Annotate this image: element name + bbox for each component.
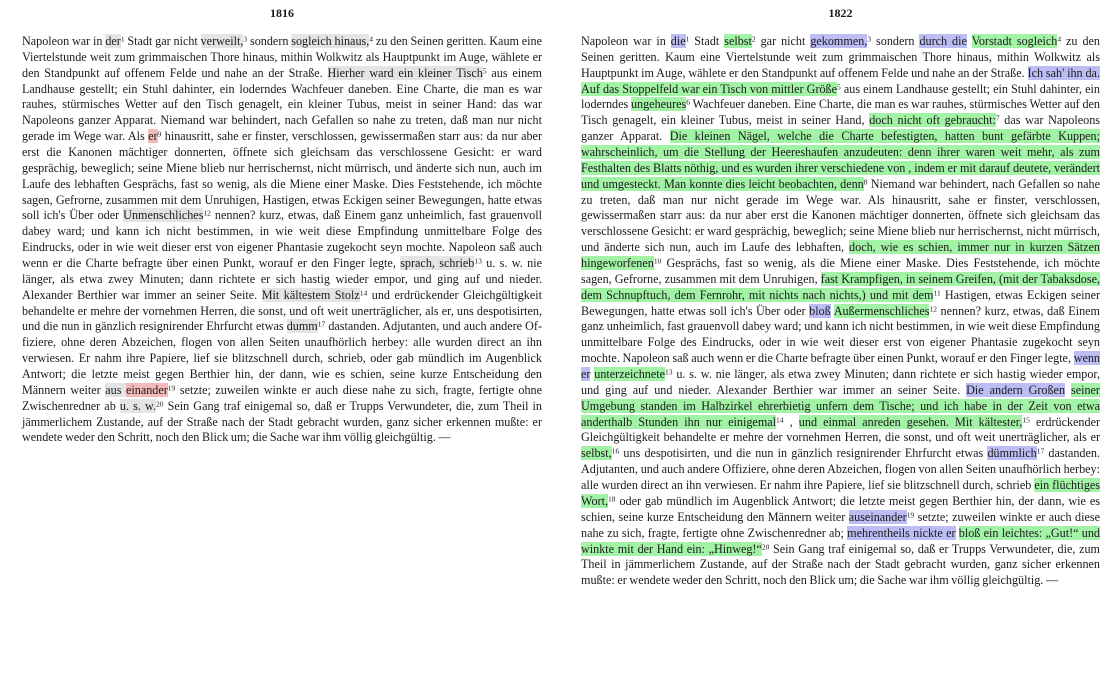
text-segment: das war Napoleons ganzer Apparat. xyxy=(581,113,1100,144)
footnote-marker: 20 xyxy=(761,542,770,552)
highlighted-change: bloß xyxy=(809,303,831,318)
text-segment: aus einem Landhause gestellt; ein Stuhl dahinter, ein loderndes xyxy=(581,81,1100,112)
highlighted-change: und einmal anreden gesehen. Mit kältester, xyxy=(798,414,1023,429)
highlighted-change: doch, wie es schien, immer nur in kurzen Sätzen hingeworfenen xyxy=(581,240,1100,271)
highlighted-change: dümmlich xyxy=(987,446,1037,461)
highlighted-change: dumm xyxy=(286,319,318,334)
text-segment: u. s. w. nie länger, als etwa zwey Minuten; dann richtete er sich hastig wieder empor, und ging auf und nieder. Alexander Berthier war immer an seiner Seite. xyxy=(22,256,542,302)
highlighted-change: er xyxy=(148,129,158,144)
footnote-marker: 14 xyxy=(359,288,368,298)
footnote-marker: 13 xyxy=(665,367,673,377)
text-segment: zu den Seinen geritten. Kaum eine Viertelstunde weit zum grimmaischen Thore hinaus, mithin Wolkwitz als Hauptpunkt im Auge, wählete er den Standpunkt auf offenem Felde und nahe an der Straße. xyxy=(22,34,542,80)
text-segment: und erdrückender Gleichgültigkeit behandelte er mehre der vornehmen Herren, die sonst, und oft weit unerträglicher, als er, uns despotisirten, und die nun in gänzlich resignirender Ehrfurcht etwas xyxy=(22,287,542,334)
column-title: 1816 xyxy=(270,6,294,20)
text-segment: Wachfeuer daneben. Eine Charte, die man es war rauhes, stürmisches Wetter auf den Tisch genagelt, ein kleiner Tubus, meist in seiner Hand, xyxy=(581,97,1100,128)
text-segment: erdrückender Gleichgültigkeit behandelte er mehre der vornehmen Herren, die sonst, und oft weit unerträglicher, als er xyxy=(581,414,1101,445)
column-title: 1822 xyxy=(828,6,853,20)
text-segment: setzte; zuweilen winkte er auch diese nahe zu sich, fragte, fertigte ohne Zwischenredner ab xyxy=(22,382,542,413)
highlighted-change: Außermenschliches xyxy=(833,303,930,318)
text-segment: nennen? kurz, etwas, daß Einem ganz unheimlich, fast grauenvoll dabey ward; und kann ich nicht bestimmen, in wie weit diese Empfindung unmittelbare Folge des Eindrucks, oder in wie weit dieser erst von eigener Phantasie zugekocht seyn mochte. Napoleon saß auch wenn er die Charte befragte über einen Punkt, worauf er den Finger legte, xyxy=(22,208,542,271)
highlighted-change: u. s. w. xyxy=(119,398,156,413)
footnote-marker: 5 xyxy=(837,82,841,92)
footnote-marker: 13 xyxy=(474,256,482,266)
text-segment: , xyxy=(783,414,799,429)
highlighted-change: Unmenschliches xyxy=(123,208,204,223)
highlighted-change: ungeheures xyxy=(630,97,687,112)
highlighted-change: der xyxy=(105,34,121,48)
footnote-marker: 19 xyxy=(167,383,176,393)
highlighted-change: Die andern Großen xyxy=(966,382,1066,397)
highlighted-change: aus xyxy=(105,382,126,397)
footnote-marker: 17 xyxy=(1036,446,1045,456)
highlighted-change: selbst, xyxy=(581,446,612,461)
footnote-marker: 2 xyxy=(751,34,756,44)
highlighted-change: Ich sah' ihn da. xyxy=(1027,65,1100,80)
text-segment: setzte; zuweilen winkte er auch diese nahe zu sich, fragte, fertigte ohne Zwischenredner ab; xyxy=(581,509,1100,540)
footnote-marker: 15 xyxy=(1022,415,1030,425)
footnote-marker: 3 xyxy=(243,34,248,44)
highlighted-change: doch nicht oft gebraucht: xyxy=(869,113,996,128)
text-segment: sondern xyxy=(871,34,920,48)
text-segment xyxy=(967,34,972,48)
text-segment: Stadt gar nicht xyxy=(124,34,201,48)
text-segment: gar nicht xyxy=(755,34,811,48)
highlighted-change: ein flüchtiges Wort, xyxy=(581,478,1100,508)
column-text xyxy=(581,34,1100,589)
footnote-marker: 16 xyxy=(611,446,620,456)
highlighted-change: Auf das Stoppelfeld war ein Tisch von mittler Größe xyxy=(581,81,838,96)
text-segment: Hastigen, etwas Eckigen seiner Bewegungen, hatte etwas soll ich's Über oder xyxy=(581,287,1100,318)
highlighted-change: gekommen, xyxy=(810,34,868,48)
text-segment: dastanden. Adjutanten, und auch andere Offiziere, ohne deren Abzeichen, flogen von allen Seiten unaufhörlich herbey: alle wurden direct an ihn verwiesen. Er nahm ihre Papiere, lief sie blitzschnell durch, schrieb, oder gab mündlich im Augenblick Antwort; die letzte meist gegen Berthier hin, der dann, wie es schien, seine kurze Entscheidung den Männern weiter xyxy=(22,319,542,397)
footnote-marker: 19 xyxy=(906,510,915,520)
text-segment: Niemand war behindert, nach Gefallen so nahe zu treten, daß man nur nicht gerade im Wege war. Als hinausritt, sahe er finster, verschlossen, gewissermaßen starr aus: da nur aber erst die Kanonen mächtiger donnerten, öffnete sich gleichsam das verschlossene Gesicht: er ward gesprächig, beweglich; seine Miene blieb nur herrischernst, nicht mürrisch, und änderte sich nun, auch im Laufe des lebhaften, xyxy=(581,176,1101,255)
highlighted-change: unterzeichnete xyxy=(594,367,666,382)
text-segment: Gesprächs, fast so wenig, als die Miene einer Maske. Dies Feststehende, ich möchte sagen, Gefrorne, zusammen mit dem Unruhigen, xyxy=(581,256,1100,286)
highlighted-change: auseinander xyxy=(848,509,907,524)
footnote-marker: 11 xyxy=(933,288,941,298)
footnote-marker: 10 xyxy=(653,256,662,266)
column-1822 xyxy=(581,0,1100,589)
footnote-marker: 6 xyxy=(686,98,691,108)
text-segment: hinausritt, sahe er finster, verschlossen, gewissermaßen starr aus: da nur aber erst die Kanonen mächtiger donnerten, öffnete sich gleichsam das verschlossene Gesicht: er ward gesprächig, beweglich; seine Miene blieb nur herrischernst, nicht mürrisch, und änderte sich nun, auch im Laufe des lebhaften Gesprächs, fast so wenig, als die Miene einer Maske. Dies Feststehende, ich möchte sagen, Gefrorne, zusammen mit dem Unruhigen, Hastigen, etwas Eckigen seiner Bewegungen, hatte etwas soll ich's Über oder xyxy=(22,129,542,223)
text-segment: oder gab mündlich im Augenblick Antwort; die letzte meist gegen Berthier hin, der dann, wie es schien, seine kurze Entscheidung den Männern weiter xyxy=(581,493,1100,524)
highlighted-change: einander xyxy=(126,382,168,397)
text-segment: Stadt xyxy=(689,34,725,48)
highlighted-change: selbst xyxy=(724,34,752,48)
text-segment: Sein Gang traf einigemal so, daß er Trupps Verwundeter, die, zum Theil in jämmerlichem Zustande, auf der Straße nach der Stadt gebracht wurden, ganz sicher erkennen mußte: er wendete weder den Schritt, noch den Blick um; die Sache war ihm völlig gleichgültig. — xyxy=(581,541,1101,588)
highlighted-change: Hierher ward ein kleiner Tisch xyxy=(327,65,483,80)
footnote-marker: 17 xyxy=(317,320,326,330)
text-segment: Sein Gang traf einigemal so, daß er Trupps Verwundeter, die, zum Theil in jämmerlichem Zustande, auf der Straße nach der Stadt gebracht wurden, ganz sicher erkennen mußte: er wendete weder den Schritt, noch den Blick um; die Sache war ihm völlig gleichgültig. — xyxy=(22,398,543,445)
highlighted-change: fast Krampfigen, in seinem Greifen, (mit der Tabaksdose, dem Schnupftuch, dem Fernrohr, mit nichts nach nichts,) und mit dem xyxy=(581,271,1101,302)
footnote-marker: 4 xyxy=(1057,34,1062,44)
footnote-marker: 1 xyxy=(120,34,125,44)
footnote-marker: 8 xyxy=(863,177,868,187)
footnote-marker: 12 xyxy=(203,209,211,219)
text-segment: uns despotisirten, und die nun in gänzlich resignirender Ehrfurcht etwas xyxy=(619,446,988,461)
highlighted-change: mehrentheils nickte er xyxy=(847,525,956,540)
highlighted-change: durch die xyxy=(919,34,967,48)
text-segment: dastanden. Adjutanten, und auch andere Offiziere, ohne deren Abzeichen, flogen von allen Seiten unaufhörlich herbey: alle wurden direct an ihn verwiesen. Er nahm ihre Papiere, lief sie blitzschnell durch, schrieb xyxy=(581,446,1100,493)
text-segment: zu den Seinen geritten. Kaum eine Viertelstunde weit zum grimmaischen Thore hinaus, mithin Wolkwitz als Hauptpunkt im Auge, wählete er den Standpunkt auf offenem Felde und nahe an der Straße. xyxy=(581,34,1100,80)
column-text xyxy=(22,34,542,446)
highlighted-change: verweilt, xyxy=(200,34,244,48)
highlighted-change: seiner Umgebung standen im Halbzirkel ehrerbietig unfern dem Tische; und ich habe in der Zeit von etwa anderthalb Stunden ihn nur einigemal xyxy=(581,382,1100,429)
text-segment: u. s. w. nie länger, als etwa zwey Minuten; dann richtete er sich hastig wieder empor, und ging auf und nieder. Alexander Berthier war immer an seiner Seite. xyxy=(581,367,1101,397)
footnote-marker: 4 xyxy=(369,34,374,44)
highlighted-change: Vorstadt sogleich xyxy=(971,34,1058,48)
footnote-marker: 14 xyxy=(776,415,784,425)
footnote-marker: 1 xyxy=(685,34,690,44)
text-segment: nennen? kurz, etwas, daß Einem ganz unheimlich, fast grauenvoll dabey ward; und kann ich nicht bestimmen, in wie weit diese Empfindung unmittelbare Folge des Eindrucks, oder in wie weit dieser erst von eigener Phantasie zugekocht seyn mochte. Napoleon saß auch wenn er die Charte befragte über einen Punkt, worauf er den Finger legte, xyxy=(581,303,1100,366)
footnote-marker: 5 xyxy=(482,66,487,76)
highlighted-change: bloß ein leichtes: „Gut!“ und winkte mit der Hand ein: „Hinweg!“ xyxy=(581,525,1100,556)
footnote-marker: 12 xyxy=(929,304,937,314)
highlighted-change: sprach, schrieb xyxy=(400,256,475,271)
footnote-marker: 7 xyxy=(995,113,1000,123)
text-segment: sondern xyxy=(247,34,292,48)
footnote-marker: 18 xyxy=(608,494,616,504)
column-1816 xyxy=(22,0,542,446)
text-segment: aus einem Landhause gestellt; ein Stuhl dahinter, ein loderndes Wachfeuer daneben. Eine Charte, die man es war rauhes, stürmisches Wetter auf den Tisch genagelt, ein kleiner Tubus, meist in seiner Hand: das war Napoleons ganzer Apparat. Niemand war behindert, nach Gefallen so nahe zu treten, daß man nur nicht gerade im Wege war. Als xyxy=(22,65,543,144)
highlighted-change: Mit kältestem Stolz xyxy=(261,287,360,302)
highlighted-change: wenn er xyxy=(581,351,1100,382)
highlighted-change: Die kleinen Nägel, welche die Charte befestigten, hatten bunt gefärbte Kuppen; wahrscheinlich, um die Stellung der Heereshaufen anzudeuten: denn ihrer waren weit mehr, als zum Festhalten des Blatts nöthig, und es wurden ihrer verschiedene von , indem er mit darauf deutete, verändert und umgesteckt. Man konnte dies leicht beobachten, denn xyxy=(581,129,1100,191)
text-segment: Napoleon war in xyxy=(22,34,106,48)
highlighted-change: die xyxy=(670,34,686,48)
footnote-marker: 9 xyxy=(157,129,162,139)
footnote-marker: 20 xyxy=(156,399,164,409)
footnote-marker: 3 xyxy=(867,34,872,44)
highlighted-change: sogleich hinaus, xyxy=(291,34,370,48)
text-segment: Napoleon war in xyxy=(581,34,671,48)
